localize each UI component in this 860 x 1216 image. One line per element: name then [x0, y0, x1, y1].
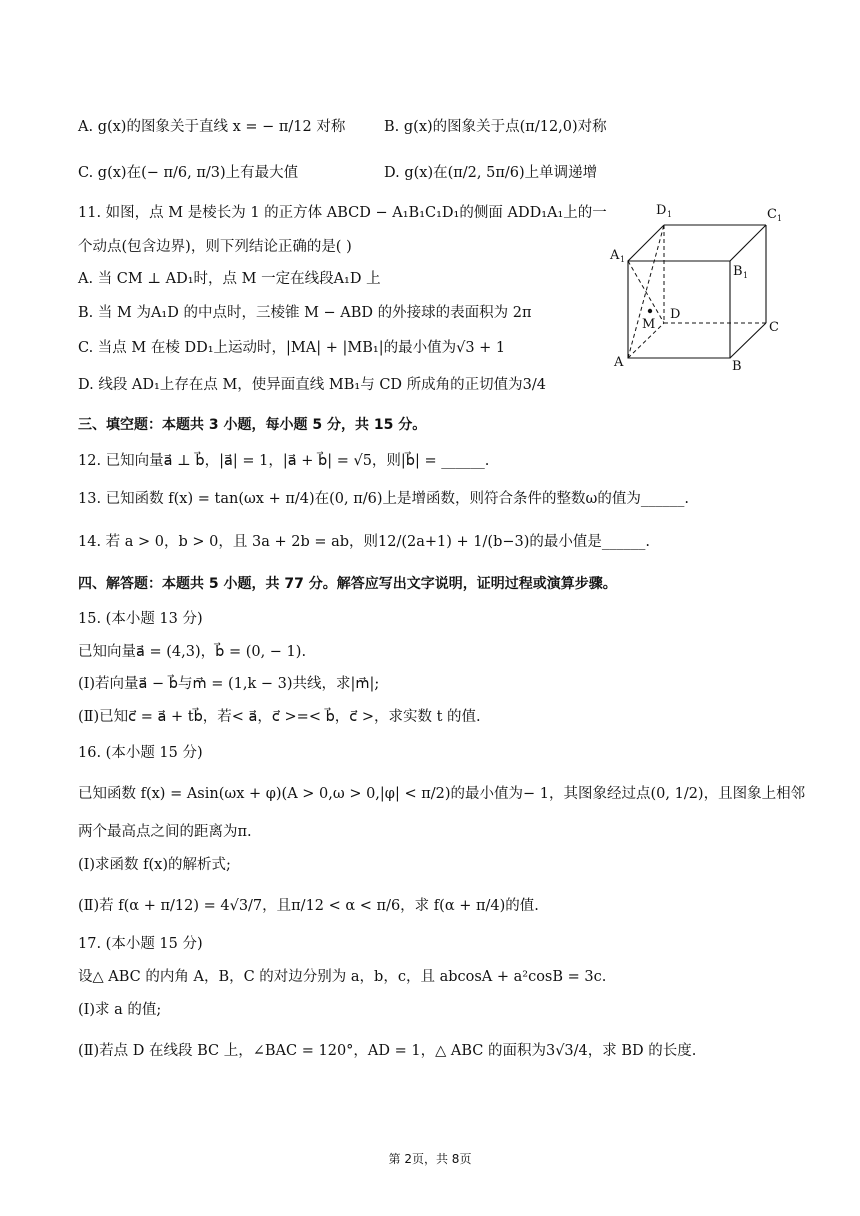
diag-a1d — [628, 261, 664, 323]
edge-c1b1 — [730, 225, 766, 261]
label-d: D — [670, 307, 681, 322]
section-4-heading: 四、解答题：本题共 5 小题，共 77 分。解答应写出文字说明，证明过程或演算步骤。 — [78, 576, 617, 592]
q11-option-a: A. 当 CM ⊥ AD₁时，点 M 一定在线段A₁D 上 — [78, 271, 381, 287]
q12: 12. 已知向量a⃗ ⊥ b⃗，|a⃗| = 1，|a⃗ + b⃗| = √5，则|b⃗| = ______. — [78, 453, 490, 469]
q14: 14. 若 a > 0，b > 0，且 3a + 2b = ab，则12/(2a+1) + 1/(b−3)的最小值是______. — [78, 534, 650, 550]
label-c1: C — [767, 207, 777, 222]
q11-stem-cont: 个动点(包含边界)，则下列结论正确的是( ) — [78, 239, 352, 255]
label-b1-sub: 1 — [743, 271, 749, 280]
label-b: B — [732, 359, 742, 374]
point-m — [648, 309, 652, 313]
q10-option-c: C. g(x)在(− π/6, π/3)上有最大值 — [78, 165, 299, 181]
label-m: M — [642, 317, 656, 332]
q15-title: 15. (本小题 13 分) — [78, 611, 203, 627]
q16-part-1: (Ⅰ)求函数 f(x)的解析式; — [78, 857, 231, 873]
q16-part-2: (Ⅱ)若 f(α + π/12) = 4√3/7，且π/12 < α < π/6，求 f(α + π/4)的值. — [78, 898, 539, 914]
q17-given: 设△ ABC 的内角 A，B，C 的对边分别为 a，b，c，且 abcosA + a²cosB = 3c. — [78, 969, 607, 985]
q15-given: 已知向量a⃗ = (4,3)，b⃗ = (0, − 1). — [78, 644, 307, 660]
page-footer: 第 2页，共 8页 — [388, 1152, 472, 1166]
label-a1-sub: 1 — [620, 255, 626, 264]
q10-option-b: B. g(x)的图象关于点(π/12,0)对称 — [384, 119, 607, 135]
cube-figure — [606, 196, 790, 374]
q17-part-1: (Ⅰ)求 a 的值; — [78, 1002, 162, 1018]
label-c: C — [769, 320, 779, 335]
label-c1-sub: 1 — [777, 214, 783, 223]
q17-title: 17. (本小题 15 分) — [78, 936, 203, 952]
q16-given-cont: 两个最高点之间的距离为π. — [78, 824, 252, 840]
q10-option-d: D. g(x)在(π/2, 5π/6)上单调递增 — [384, 165, 598, 181]
q13: 13. 已知函数 f(x) = tan(ωx + π/4)在(0, π/6)上是增函数，则符合条件的整数ω的值为______. — [78, 491, 689, 507]
edge-cb — [730, 323, 766, 358]
label-a1: A — [610, 248, 620, 263]
label-d1-sub: 1 — [667, 210, 673, 219]
q11-option-d: D. 线段 AD₁上存在点 M，使异面直线 MB₁与 CD 所成角的正切值为3/4 — [78, 377, 546, 393]
q11-option-b: B. 当 M 为A₁D 的中点时，三棱锥 M − ABD 的外接球的表面积为 2π — [78, 305, 532, 321]
label-a: A — [614, 355, 624, 370]
q16-title: 16. (本小题 15 分) — [78, 745, 203, 761]
q10-option-a: A. g(x)的图象关于直线 x = − π/12 对称 — [78, 119, 346, 135]
q15-part-2: (Ⅱ)已知c⃗ = a⃗ + tb⃗，若< a⃗，c⃗ >=< b⃗，c⃗ >，求实数 t 的值. — [78, 709, 481, 725]
section-3-heading: 三、填空题：本题共 3 小题，每小题 5 分，共 15 分。 — [78, 417, 427, 433]
q11-stem: 11. 如图，点 M 是棱长为 1 的正方体 ABCD − A₁B₁C₁D₁的侧面 ADD₁A₁上的一 — [78, 205, 607, 221]
q15-part-1: (Ⅰ)若向量a⃗ − b⃗与m⃗ = (1,k − 3)共线，求|m⃗|; — [78, 676, 380, 692]
edge-a1d1 — [628, 225, 664, 261]
q17-part-2: (Ⅱ)若点 D 在线段 BC 上，∠BAC = 120°，AD = 1，△ ABC 的面积为3√3/4，求 BD 的长度. — [78, 1043, 697, 1059]
q16-given: 已知函数 f(x) = Asin(ωx + φ)(A > 0,ω > 0,|φ| < π/2)的最小值为− 1，其图象经过点(0, 1/2)，且图象上相邻 — [78, 786, 806, 802]
q11-option-c: C. 当点 M 在棱 DD₁上运动时，|MA| + |MB₁|的最小值为√3 + 1 — [78, 340, 506, 356]
label-b1: B — [733, 264, 743, 279]
label-d1: D — [656, 203, 667, 218]
